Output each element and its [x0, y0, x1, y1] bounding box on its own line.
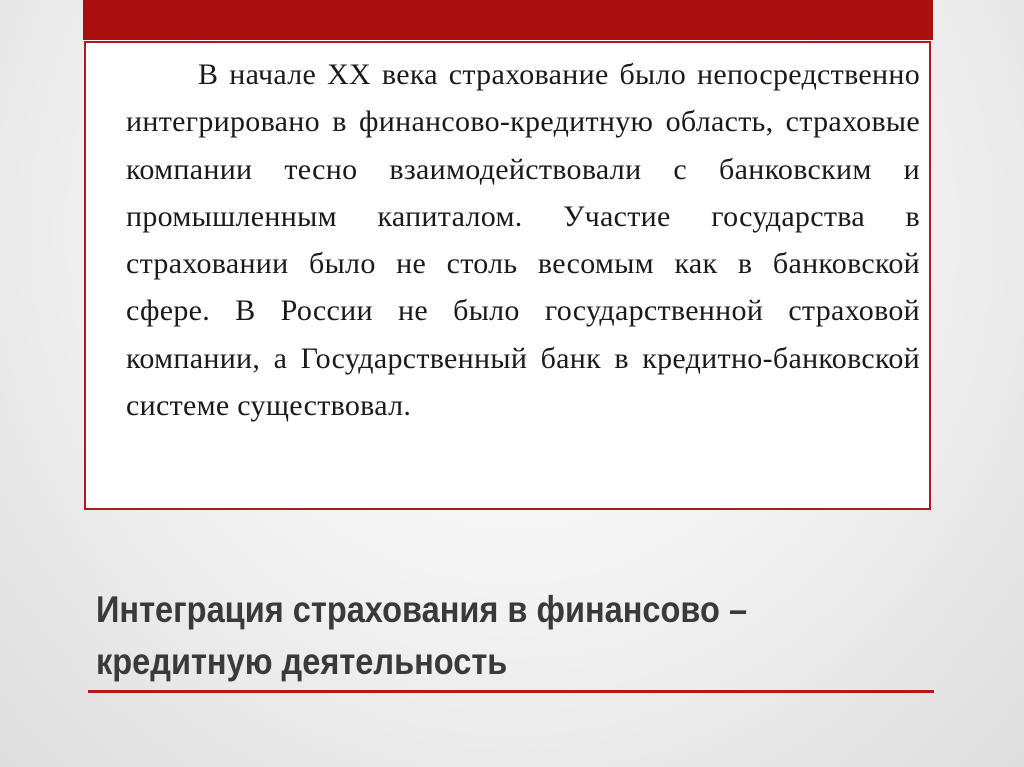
slide-title [96, 584, 835, 688]
title-underline [88, 690, 934, 693]
top-accent-band [83, 0, 933, 40]
content-text-box [84, 41, 931, 510]
slide-title-line-2: кредитную деятельность [96, 641, 508, 682]
slide-title-line-1: Интеграция страхования в финансово – [96, 589, 748, 630]
body-paragraph: В начале XX века страхование было непосредственно интегрировано в финансово-кредитную область, страховые компании тесно взаимодействовали с банковским и промышленным капиталом. Участие государства в страховании было не столь весомым как в банковской сфере. В России не было государственной страховой компании, а Государственный банк в кредитно-банковской системе существовал. [126, 58, 920, 423]
